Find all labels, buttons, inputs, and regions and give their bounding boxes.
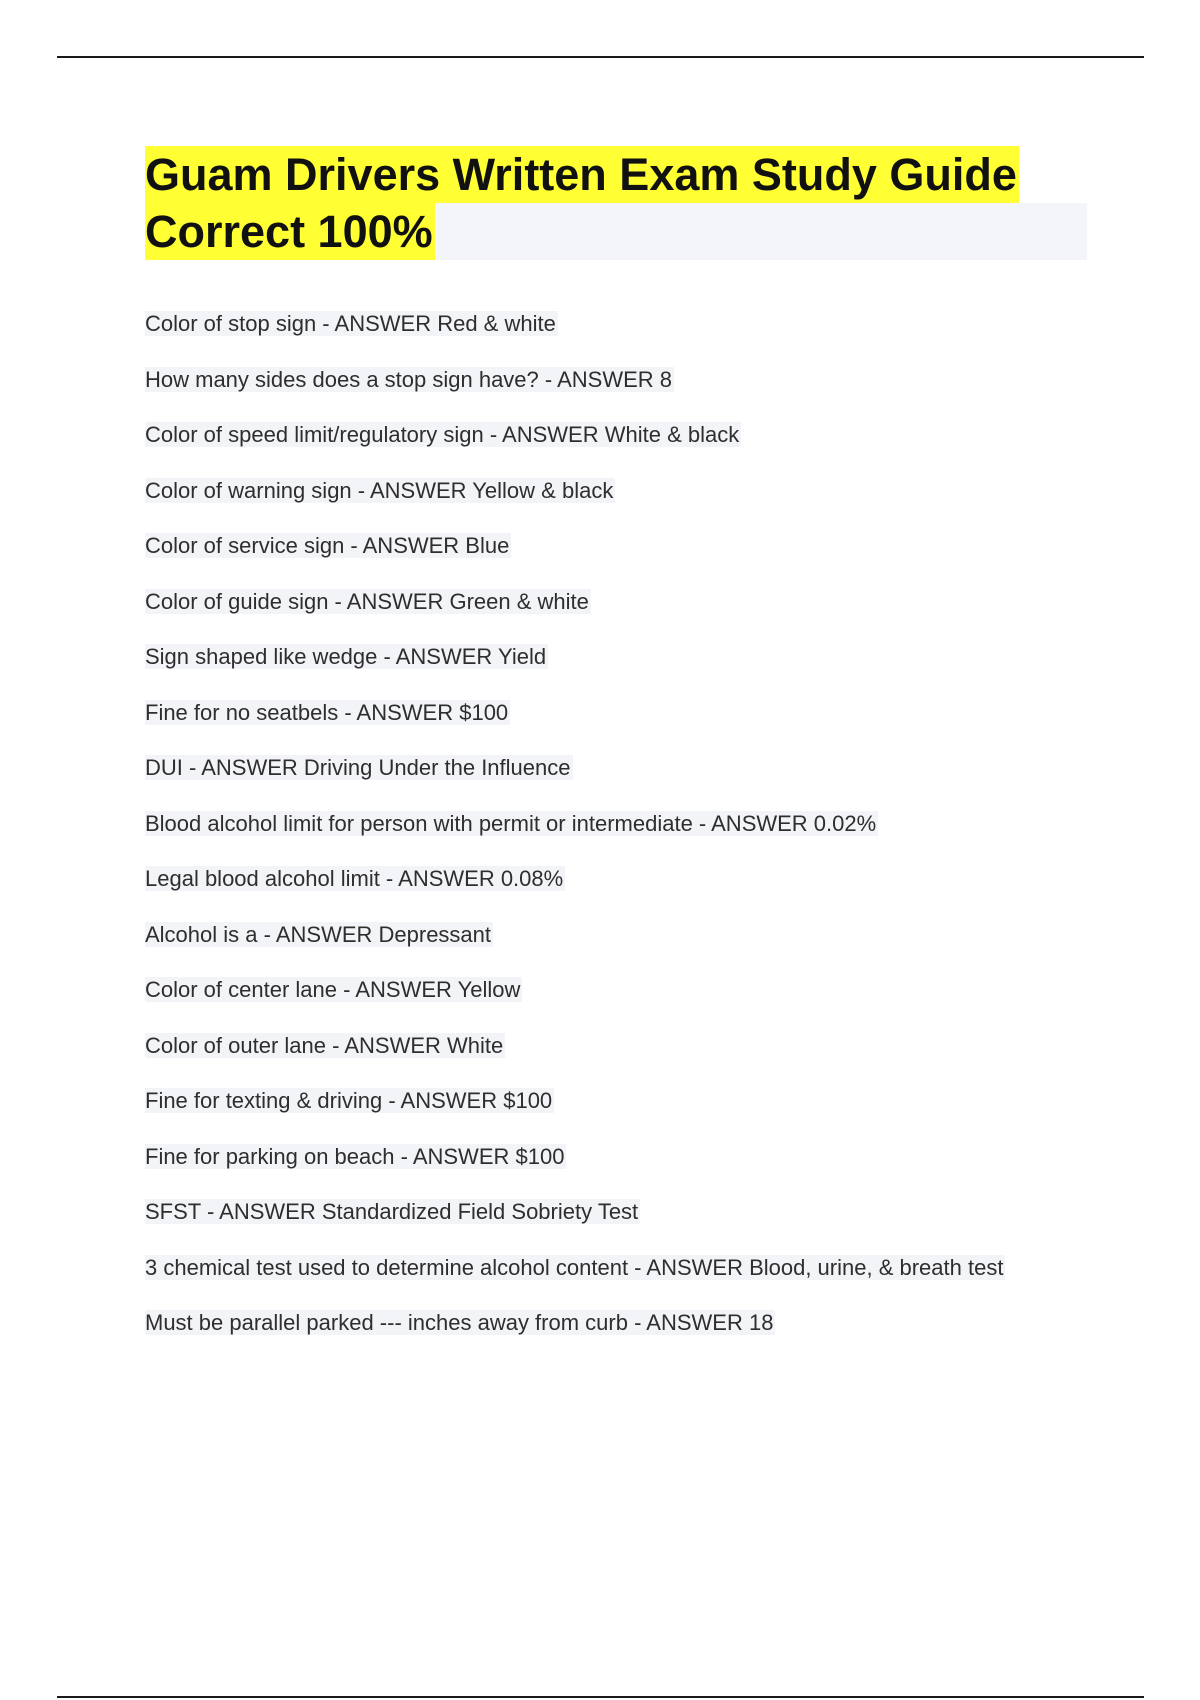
list-item: Must be parallel parked --- inches away from curb - ANSWER 18 <box>145 1310 774 1335</box>
list-item: Legal blood alcohol limit - ANSWER 0.08% <box>145 866 564 891</box>
list-item: Color of service sign - ANSWER Blue <box>145 533 510 558</box>
list-item: Color of guide sign - ANSWER Green & white <box>145 588 589 614</box>
list-item: Color of center lane - ANSWER Yellow <box>145 977 521 1002</box>
list-item: DUI - ANSWER Driving Under the Influence <box>145 755 571 780</box>
list-item: Sign shaped like wedge - ANSWER Yield <box>145 644 547 669</box>
list-item: Fine for texting & driving - ANSWER $100 <box>145 1088 553 1113</box>
list-item: SFST - ANSWER Standardized Field Sobriety Test <box>145 1199 639 1224</box>
title-line-1: Guam Drivers Written Exam Study Guide <box>145 146 1019 203</box>
list-item: Fine for no seatbels - ANSWER $100 <box>145 699 509 725</box>
list-item: Alcohol is a - ANSWER Depressant <box>145 921 492 947</box>
list-item: Color of outer lane - ANSWER White <box>145 1032 504 1058</box>
title-line-2: Correct 100% <box>145 203 435 260</box>
bottom-rule <box>57 1696 1144 1698</box>
list-item: Color of stop sign - ANSWER Red & white <box>145 311 556 336</box>
list-item: 3 chemical test used to determine alcohol content - ANSWER Blood, urine, & breath test <box>145 1254 1004 1280</box>
list-item: Blood alcohol limit for person with permit or intermediate - ANSWER 0.02% <box>145 810 877 836</box>
list-item: Fine for parking on beach - ANSWER $100 <box>145 1143 565 1169</box>
top-rule <box>57 56 1144 58</box>
document-title <box>145 146 1087 260</box>
question-answer-list <box>145 310 1075 1365</box>
list-item: Color of warning sign - ANSWER Yellow & black <box>145 477 614 503</box>
list-item: Color of speed limit/regulatory sign - ANSWER White & black <box>145 422 740 447</box>
list-item: How many sides does a stop sign have? - ANSWER 8 <box>145 366 673 392</box>
